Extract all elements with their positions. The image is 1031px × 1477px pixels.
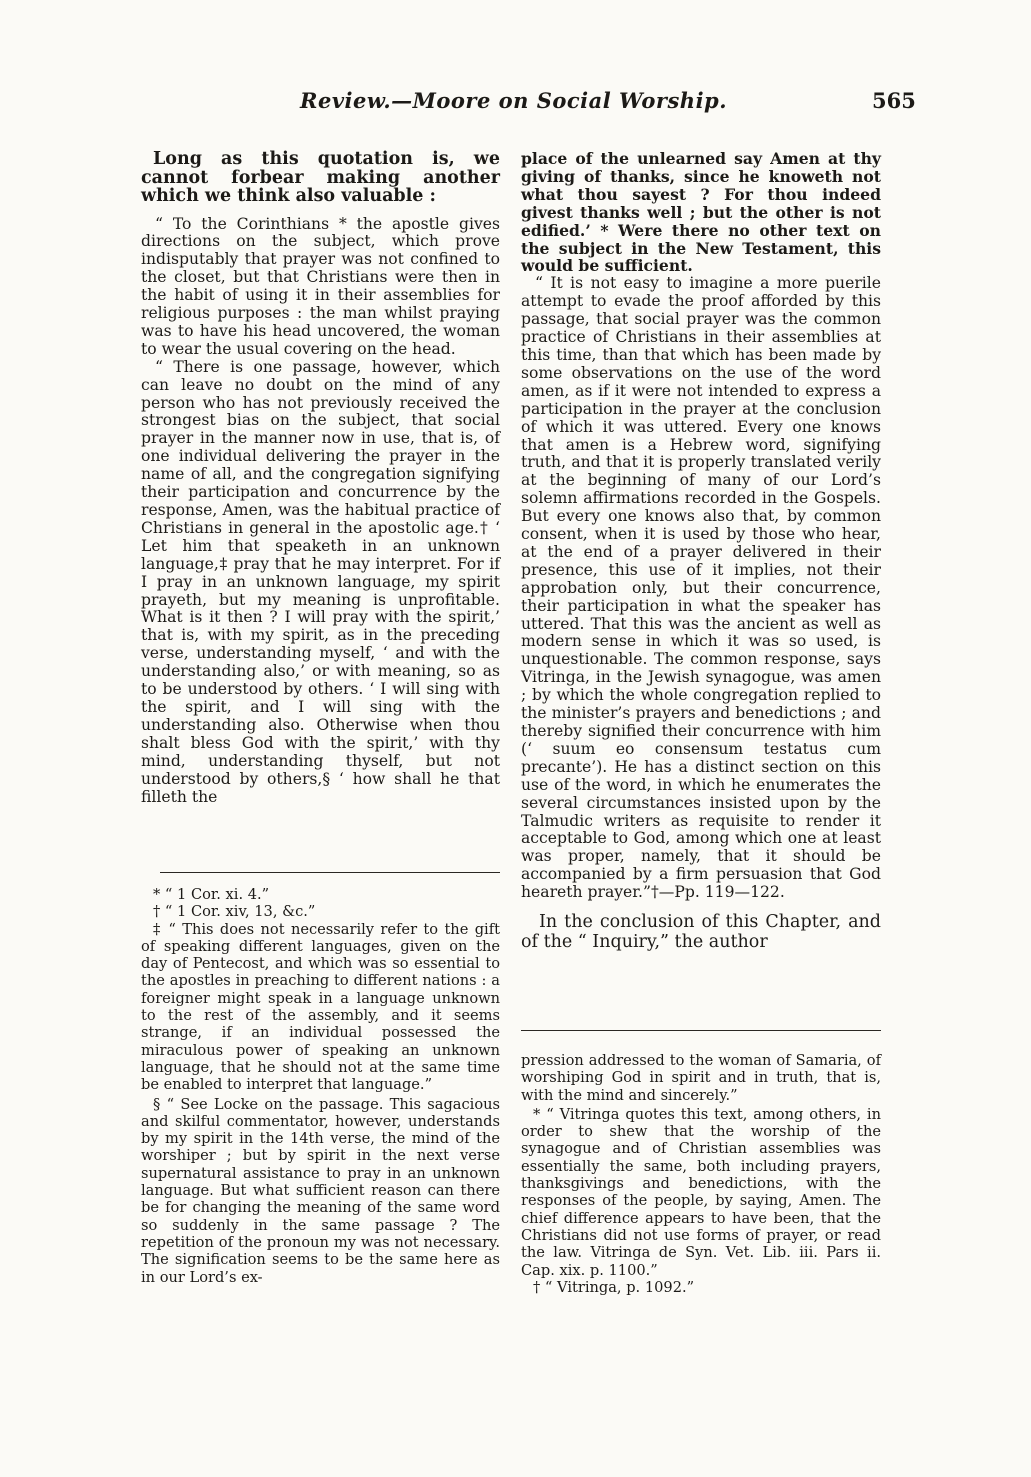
footnote-rule-left [160,872,500,873]
footnotes-left [141,886,500,1286]
footnote-1: * “ 1 Cor. xi. 4.” [153,886,270,903]
footnote-2: † “ 1 Cor. xiv, 13, &c.” [153,903,316,921]
intro-paragraph: Long as this quotation is, we cannot forbear making another which we think also valuable : [141,149,500,206]
quote-paragraph-passage: “ There is one passage, however, which can leave no doubt on the mind of any person who has not previously received the strongest bias on the subject, that social prayer in the manner now in use, that is, of one individual delivering the prayer in the name of all, and the congregation signifying their participation and concurrence by the response, Amen, was the habitual practice of Christians in general in the apostolic age.† ‘ Let him that speaketh in an unknown language,‡ pray that he may interpret. For if I pray in an unknown language, my spirit prayeth, but my meaning is unprofitable. What is it then ? I will pray with the spirit,’ that is, with my spirit, as in the preceding verse, understanding myself, ‘ and with the understanding also,’ or with meaning, so as to be understood by others. ‘ I will sing with the spirit, and I will sing with the understanding also. Otherwise when thou shalt bless God with the spirit,’ with thy mind, understanding thyself, but not understood by others,§ ‘ how shall he that filleth the [141,357,500,806]
page-number: 565 [872,88,916,113]
footnote-vitringa-2: † “ Vitringa, p. 1092.” [533,1278,695,1296]
quote-paragraph-corinthians: “ To the Corinthians * the apostle gives directions on the subject, which prove indisputably that prayer was not confined to the closet, but that Christians were then in the habit of using it in their assemblies for religious purposes : the man whilst praying was to have his head uncovered, the woman to wear the usual covering on the head. [141,214,500,358]
quote-paragraph-amen: “ It is not easy to imagine a more puerile attempt to evade the proof afforded by this passage, that social prayer was the common practice of Christians in their assemblies at this time, than that which has been made by some observations on the use of the word amen, as if it were not intended to express a participation in the prayer at the conclusion of which it was uttered. Every one knows that amen is a Hebrew word, signifying truth, and that it is properly translated verily at the beginning of many of our Lord’s solemn affirmations recorded in the Gospels. But every one knows also that, by common consent, when it is used by those who hear, at the end of a prayer delivered in their presence, this use of it implies, not their approbation only, but their concurrence, their participation in what the speaker has uttered. That this was the ancient as well as modern sense in which it was so used, is unquestionable. The common response, says Vitringa, in the Jewish synagogue, was amen ; by which the whole congregation replied to the minister’s prayers and benedictions ; and thereby signified their concurrence with him (‘ suum eo consensum testatus cum precante’). He has a distinct section on this use of the word, in which he enumerates the several circumstances insisted upon by the Talmudic writers as requisite to render it acceptable to God, among which one at least was proper, namely, that it should be accompanied by a firm persuasion that God heareth prayer.”†—Pp. 119—122. [521,274,881,902]
running-title: Review.—Moore on Social Worship. [300,88,728,113]
footnotes-right [521,1052,881,1296]
footnote-rule-right [521,1030,881,1031]
footnote-3: ‡ “ This does not necessarily refer to the gift of speaking different languages, given on the day of Pentecost, and which was so essential to the apostles in preaching to different nations : a foreigner might speak in a language unknown to the rest of the assembly, and it seems strange, if an individual possessed the miraculous power of speaking an unknown language, that he should not at the same time be enabled to interpret that language.” [141,920,500,1094]
conclusion-paragraph: In the conclusion of this Chapter, and of the “ Inquiry,” the author [521,912,881,953]
right-column [521,150,881,952]
left-column [141,150,500,806]
footnote-continuation: pression addressed to the woman of Samaria, of worshiping God in spirit and in truth, that is, with the mind and sincerely.” [521,1052,881,1104]
running-head [0,88,1031,128]
quote-continuation: place of the unlearned say Amen at thy giving of thanks, since he knoweth not what thou sayest ? For thou indeed givest thanks well ; but the other is not edified.’ * Were there no other text on the subject in the New Testament, this would be sufficient. [521,149,881,276]
footnote-4: § “ See Locke on the passage. This sagacious and skilful commentator, however, understands by my spirit in the 14th verse, the mind of the worshiper ; but by spirit in the next verse supernatural assistance to pray in an unknown language. But what sufficient reason can there be for changing the meaning of the same word so suddenly in the same passage ? The repetition of the pronoun my was not necessary. The signification seems to be the same here as in our Lord’s ex- [141,1095,500,1286]
footnote-vitringa-1: * “ Vitringa quotes this text, among others, in order to shew that the worship of the synagogue and of Christian assemblies was essentially the same, both including prayers, thanksgivings and benedictions, with the responses of the people, by saying, Amen. The chief difference appears to have been, that the Christians did not use forms of prayer, or read the law. Vitringa de Syn. Vet. Lib. iii. Pars ii. Cap. xix. p. 1100.” [521,1105,881,1279]
